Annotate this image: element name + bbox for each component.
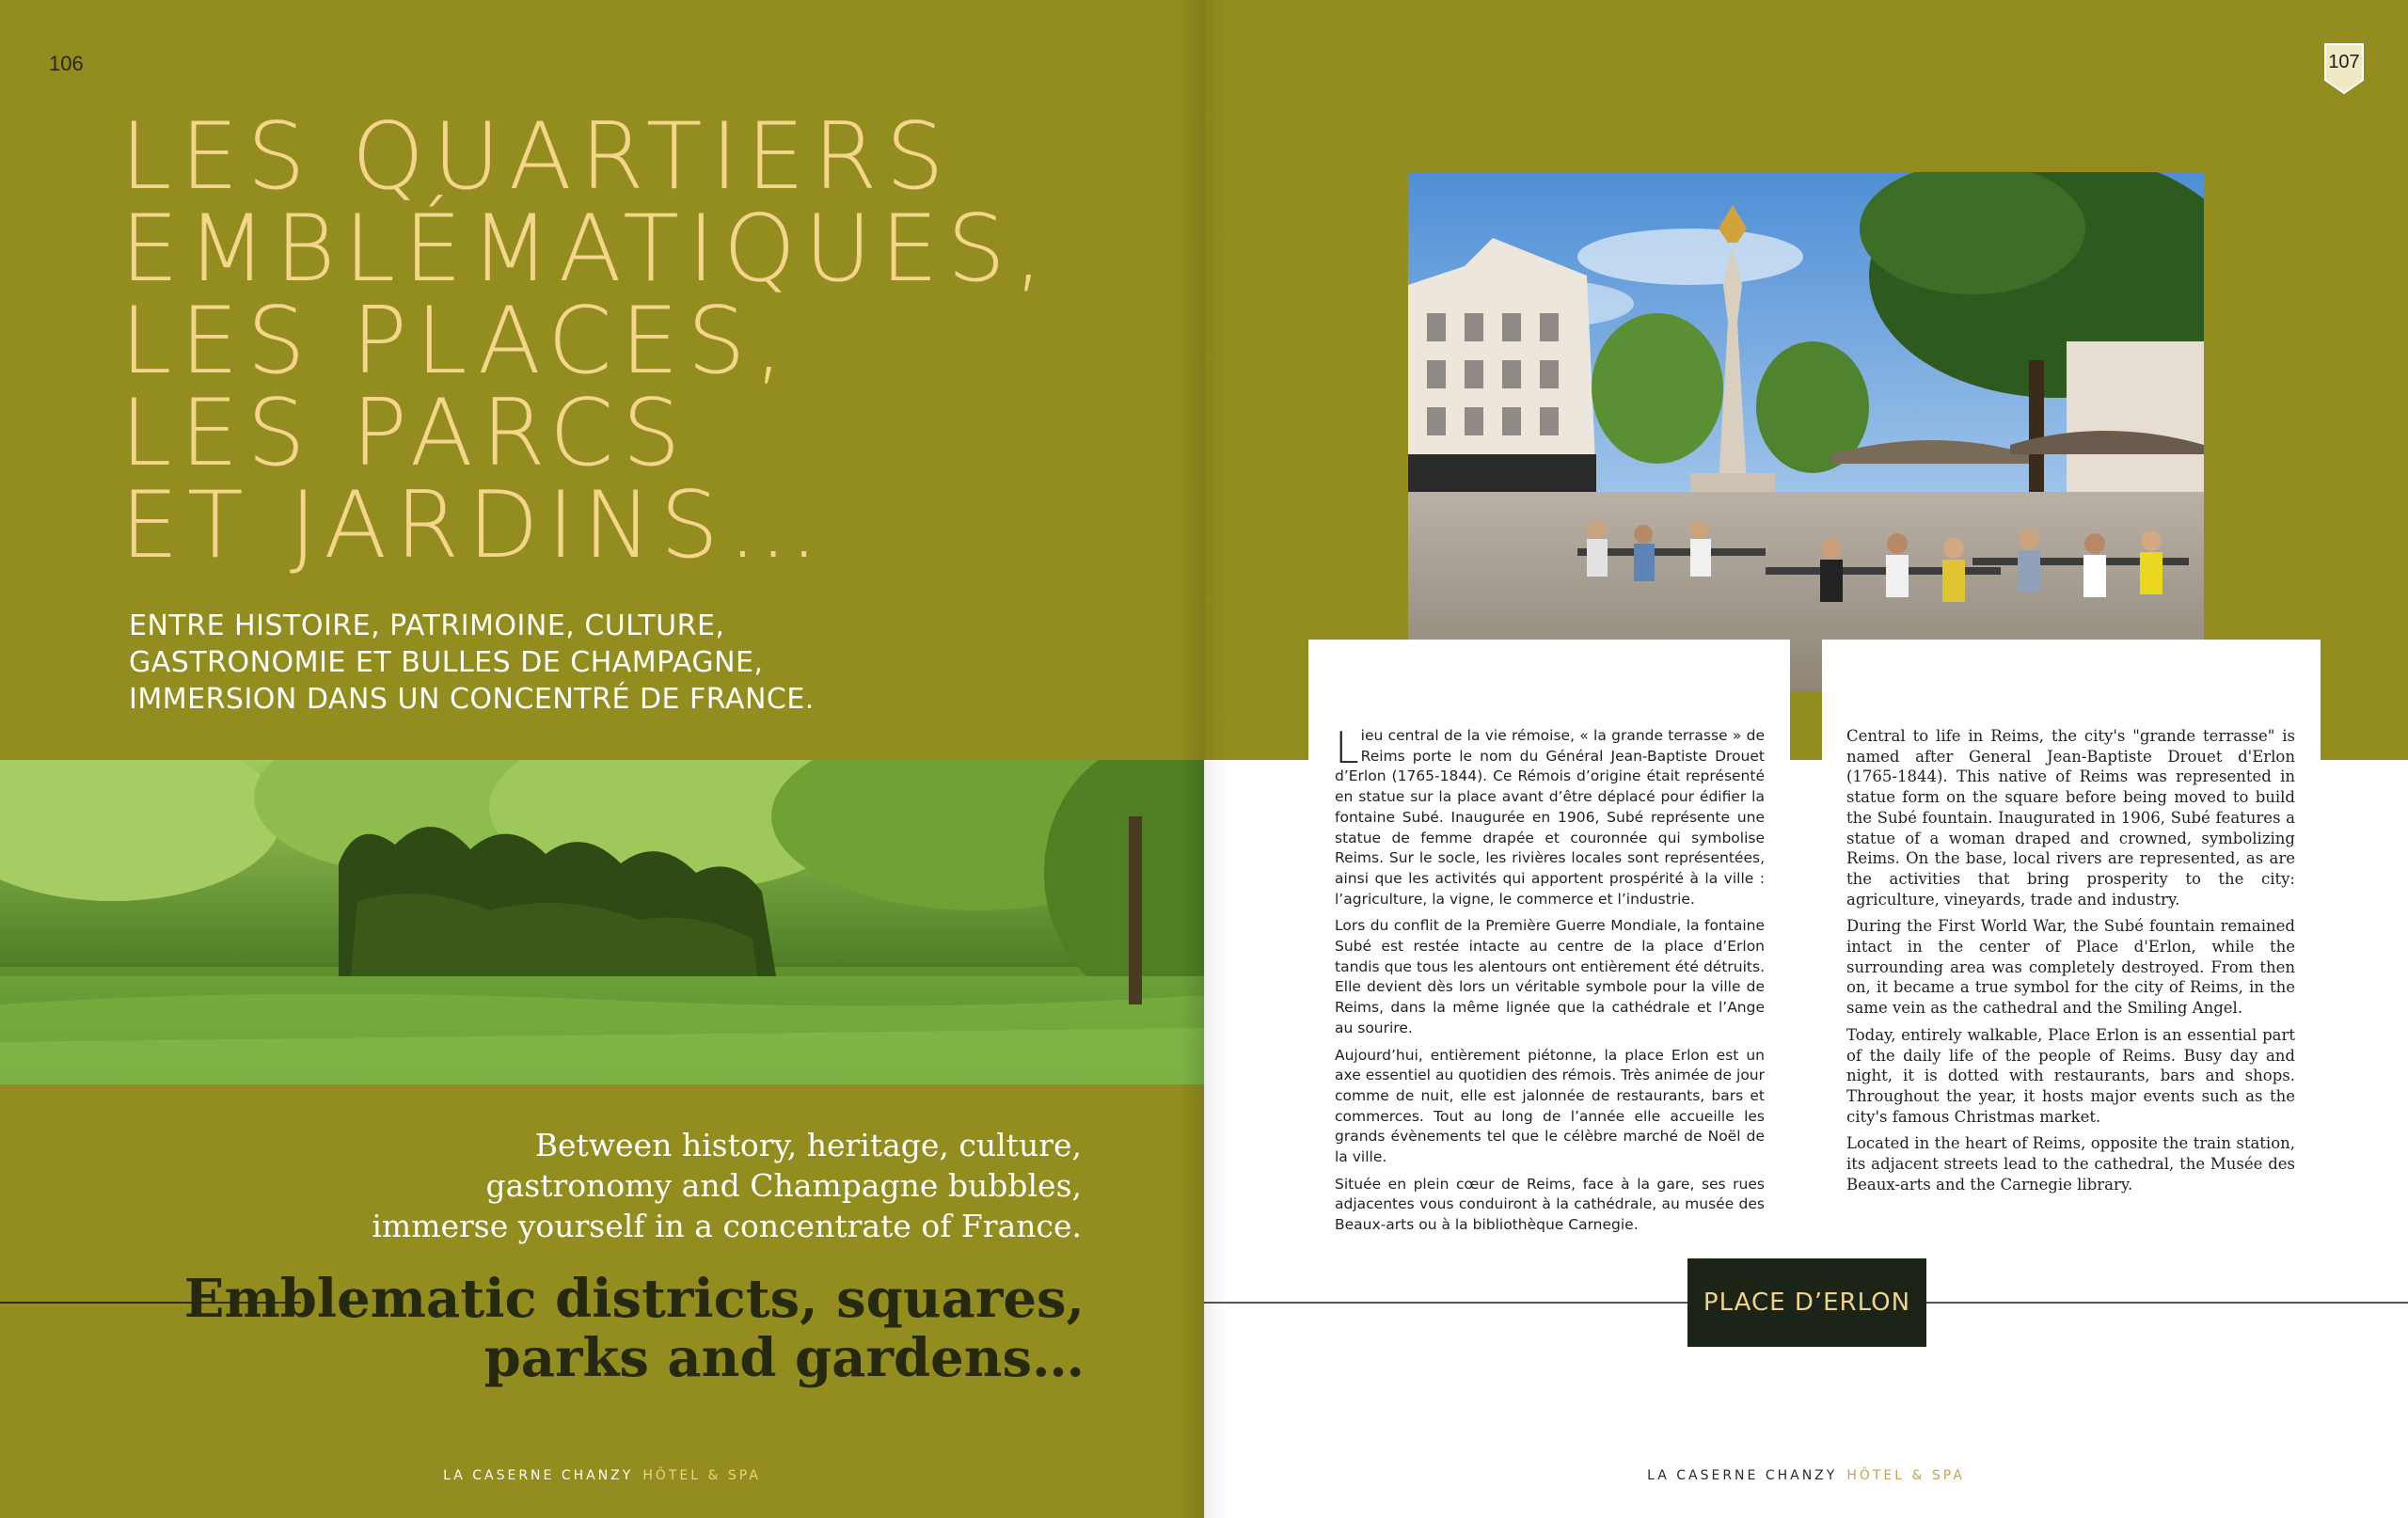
place-erlon-image xyxy=(1408,172,2204,691)
park-photo xyxy=(0,760,1204,1084)
drop-cap: L xyxy=(1335,722,1359,773)
subtitle-line: GASTRONOMIE ET BULLES DE CHAMPAGNE, xyxy=(129,646,764,679)
page-number-text: 107 xyxy=(2328,52,2360,72)
headline-line: parks and gardens… xyxy=(483,1327,1085,1389)
subtitle-fr xyxy=(129,608,815,718)
footer-brand: LA CASERNE CHANZY xyxy=(443,1468,634,1483)
headline-line: Emblematic districts, squares, xyxy=(183,1268,1085,1330)
paragraph: During the First World War, the Subé fountain remained intact in the center of Place d'Erlon, while the surrounding area was completely destroyed. From then on, it became a true symbol for the city of Reims, in the same vein as the cathedral and the Smiling Angel. xyxy=(1846,917,2295,1018)
footer-accent: HÔTEL & SPA xyxy=(642,1468,761,1483)
paragraph: Située en plein cœur de Reims, face à la gare, ses rues adjacentes vous conduiront à la cathédrale, au musée des Beaux-arts ou à la bibliothèque Carnegie. xyxy=(1335,1175,1765,1234)
place-erlon-photo xyxy=(1408,172,2204,691)
paragraph: Today, entirely walkable, Place Erlon is an essential part of the daily life of the people of Reims. Busy day and night, it is dotted with restaurants, bars and shops. Throughout the year, it hosts major events such as the city's famous Christmas market. xyxy=(1846,1025,2295,1126)
paragraph-text: ieu central de la vie rémoise, « la grande terrasse » de Reims porte le nom du Général Jean-Baptiste Drouet d’Erlon (1765-1844). Ce Rémois d’origine était représenté en statue sur la place avant d’être déplacé pour édifier la fontaine Subé. Inaugurée en 1906, Subé représente une statue de femme drapée et couronnée qui symbolise Reims. Sur le socle, les rivières locales sont représentées, ainsi que les activités qui apportent prospérité à la ville : l’agriculture, la vigne, le commerce et l’industrie. xyxy=(1335,727,1765,908)
footer-brand: LA CASERNE CHANZY xyxy=(1647,1468,1838,1483)
intro-line: Between history, heritage, culture, xyxy=(534,1127,1082,1163)
paragraph: Central to life in Reims, the city's "grande terrasse" is named after General Jean-Baptiste Drouet d'Erlon (1765-1844). This native of Reims was represented in statue form on the square before being moved to build the Subé fountain. Inaugurated in 1906, Subé features a statue of a woman draped and crowned, symbolizing Reims. On the base, local rivers are represented, as are the activities that bring prosperity to the city: agriculture, vineyards, trade and industry. xyxy=(1846,727,2295,909)
intro-line: gastronomy and Champagne bubbles, xyxy=(485,1167,1082,1204)
paragraph xyxy=(1335,722,1765,909)
title-line: EMBLÉMATIQUES, xyxy=(120,196,1053,303)
place-badge: PLACE D’ERLON xyxy=(1687,1258,1926,1347)
subtitle-line: ENTRE HISTOIRE, PATRIMOINE, CULTURE, xyxy=(129,609,725,642)
footer-left xyxy=(0,1468,1204,1483)
paragraph: Lors du conflit de la Première Guerre Mondiale, la fontaine Subé est restée intacte au centre de la place d’Erlon tandis que tous les alentours ont entièrement été détruits. Elle devient dès lors un véritable symbole pour la ville de Reims, dans la même lignée que la cathédrale et l’Ange au sourire. xyxy=(1335,917,1765,1036)
page-number-left: 106 xyxy=(49,52,84,75)
footer-right xyxy=(1204,1468,2408,1483)
article-column-en xyxy=(1846,726,2295,1201)
subtitle-line: IMMERSION DANS UN CONCENTRÉ DE FRANCE. xyxy=(129,683,815,716)
right-page xyxy=(1204,0,2408,1518)
headline-english xyxy=(144,1270,1085,1388)
page-title xyxy=(120,103,1053,579)
paragraph: Located in the heart of Reims, opposite the train station, its adjacent streets lead to the cathedral, the Musée des Beaux-arts and the Carnegie library. xyxy=(1846,1134,2295,1194)
intro-english xyxy=(235,1125,1082,1246)
title-line: LES PARCS xyxy=(120,380,689,487)
page-number-right xyxy=(2323,42,2365,95)
title-line: LES PLACES, xyxy=(120,288,792,395)
article-column-fr xyxy=(1335,722,1765,1242)
intro-line: immerse yourself in a concentrate of France. xyxy=(372,1208,1082,1244)
title-line: LES QUARTIERS xyxy=(120,103,953,211)
title-line: ET JARDINS… xyxy=(120,472,829,579)
footer-accent: HÔTEL & SPA xyxy=(1846,1468,1965,1483)
park-trees-image xyxy=(0,760,1204,1084)
paragraph: Aujourd’hui, entièrement piétonne, la place Erlon est un axe essentiel au quotidien des rémois. Très animée de jour comme de nuit, elle est jalonnée de restaurants, bars et commerces. Tout au long de l’année elle accueille les grands évènements tel que le célèbre marché de Noël de la ville. xyxy=(1335,1046,1765,1166)
